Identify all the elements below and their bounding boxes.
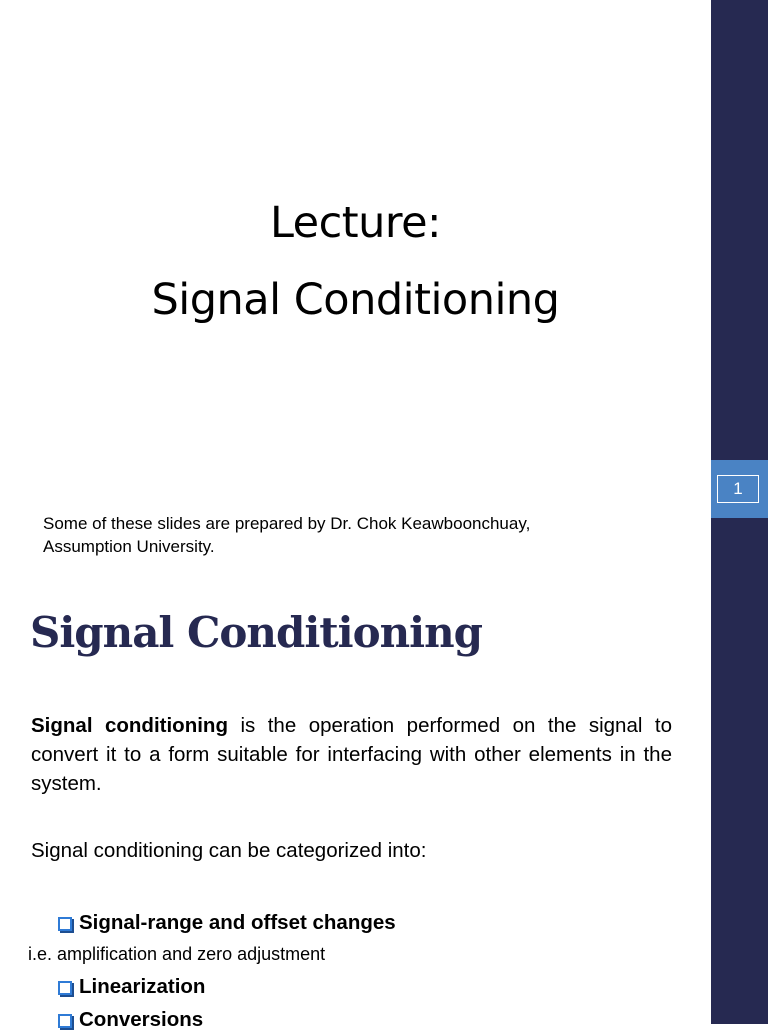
bullet-label: Signal-range and offset changes [79, 911, 396, 934]
definition-text: is the operation performed on the signal to convert it to a form suitable for interfacing with other elements in the system. [31, 714, 672, 795]
definition-paragraph [31, 711, 672, 798]
credit-note [43, 512, 530, 558]
bullet-label: Conversions [79, 1008, 204, 1031]
checkbox-bullet-icon [58, 981, 72, 995]
credit-line1: Some of these slides are prepared by Dr. Chok Keawboonchuay, [43, 514, 531, 533]
bullet-note: i.e. amplification and zero adjustment [28, 944, 326, 964]
credit-line2: Assumption University. [43, 537, 215, 556]
bullet-label: Linearization [79, 975, 206, 998]
section-heading: Signal Conditioning [30, 608, 483, 657]
bullet-item-linearization [58, 975, 205, 999]
bullet-item-range-offset [58, 911, 396, 935]
checkbox-bullet-icon [58, 1014, 72, 1028]
page-number-box [711, 460, 768, 518]
page-number: 1 [717, 475, 759, 503]
bullet-item-conversions [58, 1008, 203, 1032]
categories-intro: Signal conditioning can be categorized into: [31, 839, 427, 862]
slide-title-line2: Signal Conditioning [151, 275, 560, 325]
slide-title-line1: Lecture: [269, 198, 442, 248]
checkbox-bullet-icon [58, 917, 72, 931]
definition-term: Signal conditioning [31, 714, 228, 737]
